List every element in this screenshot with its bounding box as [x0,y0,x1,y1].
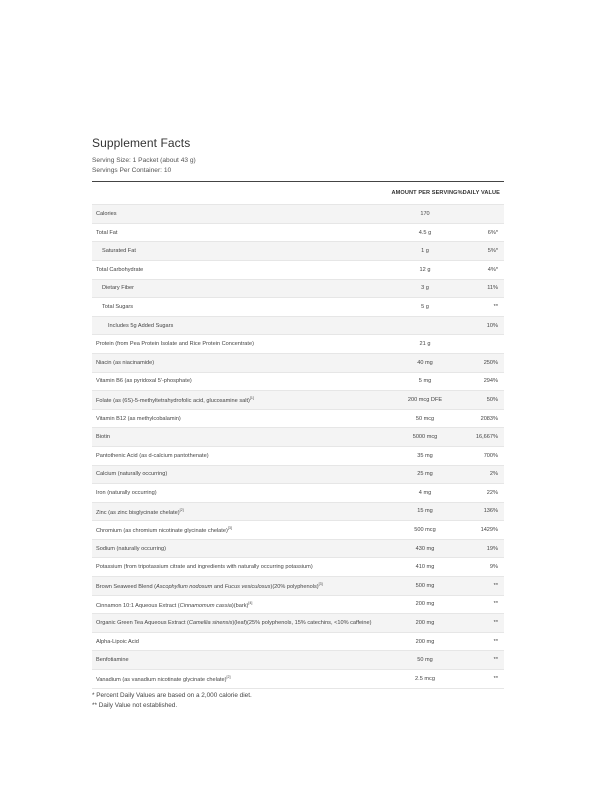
table-row: Calories 170 [92,205,504,224]
table-row: Zinc (as zinc bisglycinate chelate)[2] 15 mg 136% [92,503,504,522]
table-row: Calcium (naturally occurring) 25 mg 2% [92,466,504,485]
footnote-dv: * Percent Daily Values are based on a 2,000 calorie diet. [92,691,252,699]
table-row: Total Carbohydrate 12 g 4%* [92,261,504,280]
table-row: Brown Seaweed Blend (Ascophyllum nodosum and Fucus vesiculosus)(20% polyphenols)[3] 500 mg ** [92,577,504,596]
table-row: Potassium (from tripotassium citrate and ingredients with naturally occurring potassium) 410 mg 9% [92,558,504,577]
table-row: Total Sugars 5 g ** [92,298,504,317]
table-row: Dietary Fiber 3 g 11% [92,280,504,299]
nutrient-table [92,204,504,688]
table-row: Saturated Fat 1 g 5%* [92,242,504,261]
amount-header: AMOUNT PER SERVING [391,190,458,197]
table-row: Vitamin B12 (as methylcobalamin) 50 mcg 2083% [92,410,504,429]
table-row: Niacin (as niacinamide) 40 mg 250% [92,354,504,373]
table-row: Total Fat 4.5 g 6%* [92,224,504,243]
table-row: Chromium (as chromium nicotinate glycinate chelate)[3] 500 mcg 1429% [92,521,504,540]
column-headers [92,182,504,204]
table-row: Vitamin B6 (as pyridoxal 5'-phosphate) 5 mg 294% [92,373,504,392]
table-row: Includes 5g Added Sugars 10% [92,317,504,336]
table-row: Iron (naturally occurring) 4 mg 22% [92,484,504,503]
table-row: Folate (as (6S)-5-methyltetrahydrofolic acid, glucosamine salt)[1] 200 mcg DFE 50% [92,391,504,410]
table-row: Organic Green Tea Aqueous Extract (Camellia sinensis)(leaf)(25% polyphenols, 15% catechins, <10% caffeine) 200 mg ** [92,614,504,633]
serving-size: Serving Size: 1 Packet (about 43 g) [92,157,196,164]
table-row: Protein (from Pea Protein Isolate and Rice Protein Concentrate) 21 g [92,335,504,354]
table-row: Vanadium (as vanadium nicotinate glycinate chelate)[2] 2.5 mcg ** [92,670,504,689]
table-row: Sodium (naturally occurring) 430 mg 19% [92,540,504,559]
supplement-facts-panel [92,136,504,711]
table-row: Cinnamon 10:1 Aqueous Extract (Cinnamomum cassia)(bark)[4] 200 mg ** [92,596,504,615]
servings-per-container: Servings Per Container: 10 [92,166,172,174]
footnote-not-established: ** Daily Value not established. [92,701,178,709]
dv-header: %DAILY VALUE [457,190,500,197]
table-row: Alpha-Lipoic Acid 200 mg ** [92,633,504,652]
table-row: Biotin 5000 mcg 16,667% [92,428,504,447]
table-row: Benfotiamine 50 mg ** [92,651,504,670]
table-row: Pantothenic Acid (as d-calcium pantothenate) 35 mg 700% [92,447,504,466]
panel-title: Supplement Facts [92,136,191,150]
